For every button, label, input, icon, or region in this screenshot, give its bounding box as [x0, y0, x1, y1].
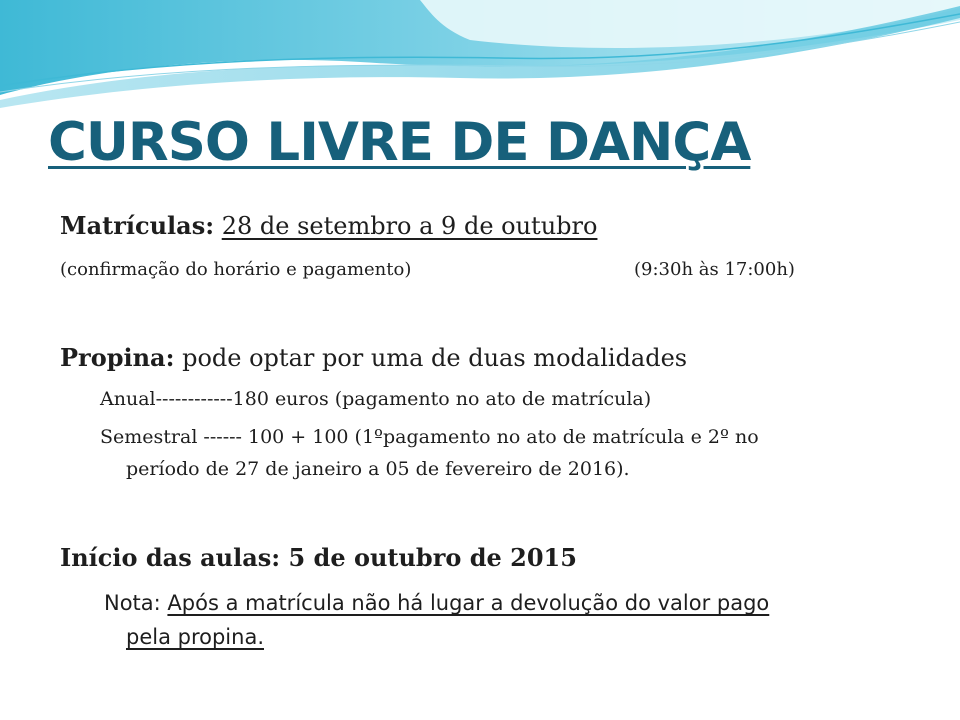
enrollment-hours: (9:30h às 17:00h) — [634, 259, 795, 280]
note-text: Após a matrícula não há lugar a devolução do valor pago — [167, 591, 770, 615]
fee-semester-line2: período de 27 de janeiro a 05 de fevereiro de 2016). — [126, 458, 630, 480]
fee-line — [60, 343, 687, 372]
fee-label: Propina: — [60, 343, 175, 372]
enrollment-line — [60, 211, 597, 240]
fee-text: pode optar por uma de duas modalidades — [174, 344, 688, 372]
fee-semester-line1: Semestral ------ 100 + 100 (1ºpagamento no ato de matrícula e 2º no — [100, 426, 759, 448]
classes-start: Início das aulas: 5 de outubro de 2015 — [60, 543, 577, 572]
enrollment-label: Matrículas: — [60, 211, 215, 240]
fee-annual: Anual------------180 euros (pagamento no ato de matrícula) — [100, 388, 652, 410]
page-title: CURSO LIVRE DE DANÇA — [48, 112, 751, 173]
enrollment-note: (confirmação do horário e pagamento) — [60, 259, 412, 280]
enrollment-dates: 28 de setembro a 9 de outubro — [221, 212, 598, 240]
note-line1 — [104, 591, 769, 615]
note-label: Nota: — [104, 591, 168, 615]
decorative-wave-header — [0, 0, 960, 130]
note-line2: pela propina. — [126, 625, 264, 649]
